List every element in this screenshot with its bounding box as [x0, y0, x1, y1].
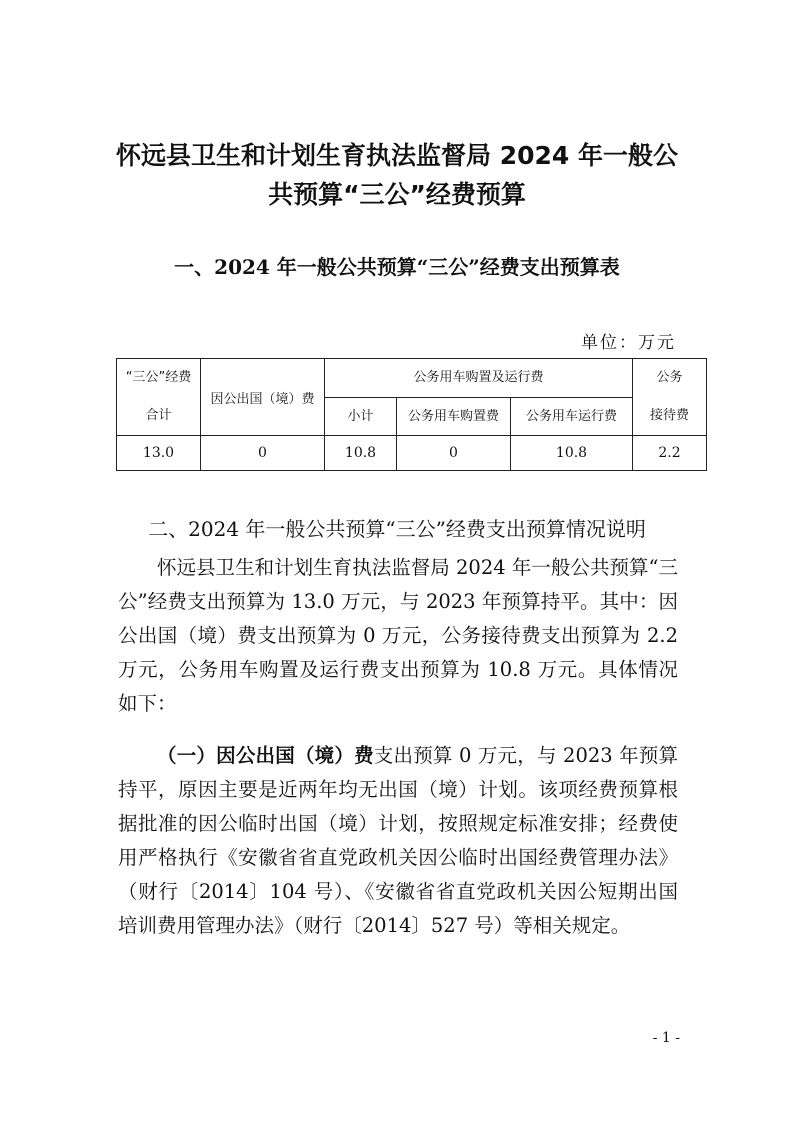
- header-reception-top: 公务: [656, 370, 683, 385]
- header-vehicle-subtotal: 小计: [325, 398, 397, 436]
- cell-vehicle-purchase: 0: [397, 436, 511, 471]
- section-heading-budget-table: 一、2024 年一般公共预算“三公”经费支出预算表: [174, 255, 620, 279]
- header-vehicle-group: 公务用车购置及运行费: [325, 359, 633, 398]
- table-row: [117, 436, 707, 471]
- unit-label: 单位：万元: [581, 333, 676, 353]
- header-total: [117, 359, 201, 436]
- header-reception-bottom: 接待费: [649, 408, 689, 423]
- paragraph-abroad-expense: [118, 739, 678, 943]
- header-total-bottom: 合计: [145, 408, 172, 423]
- table-header-row-1: [117, 359, 707, 398]
- cell-abroad: 0: [201, 436, 325, 471]
- header-vehicle-operation: 公务用车运行费: [511, 398, 633, 436]
- document-title-line-2: 共预算“三公”经费预算: [268, 180, 526, 209]
- budget-table: [116, 358, 707, 471]
- cell-reception: 2.2: [633, 436, 707, 471]
- paragraph-abroad-lead: （一）因公出国（境）费: [157, 744, 374, 767]
- cell-vehicle-operation: 10.8: [511, 436, 633, 471]
- header-total-top: “三公”经费: [125, 370, 192, 385]
- cell-vehicle-subtotal: 10.8: [325, 436, 397, 471]
- header-vehicle-purchase: 公务用车购置费: [397, 398, 511, 436]
- page-number: - 1 -: [652, 1030, 680, 1046]
- section-heading-explanation: 二、2024 年一般公共预算“三公”经费支出预算情况说明: [148, 517, 646, 541]
- header-abroad: 因公出国（境）费: [201, 359, 325, 436]
- paragraph-summary: 怀远县卫生和计划生育执法监督局 2024 年一般公共预算“三公”经费支出预算为 13.0 万元，与 2023 年预算持平。其中：因公出国（境）费支出预算为 0 万元，公务接待费支出预算为 2.2 万元，公务用车购置及运行费支出预算为 10.8 万元。具体情况如下：: [118, 556, 678, 715]
- header-reception: [633, 359, 707, 436]
- document-title-line-1: 怀远县卫生和计划生育执法监督局 2024 年一般公: [116, 141, 678, 170]
- paragraph-abroad-body: 支出预算 0 万元，与 2023 年预算持平，原因主要是近两年均无出国（境）计划。该项经费预算根据批准的因公临时出国（境）计划，按照规定标准安排；经费使用严格执行《安徽省省直党政机关因公临时出国经费管理办法》（财行〔2014〕104 号）、《安徽省省直党政机关因公短期出国培训费用管理办法》（财行〔2014〕527 号）等相关规定。: [118, 744, 678, 937]
- cell-total: 13.0: [117, 436, 201, 471]
